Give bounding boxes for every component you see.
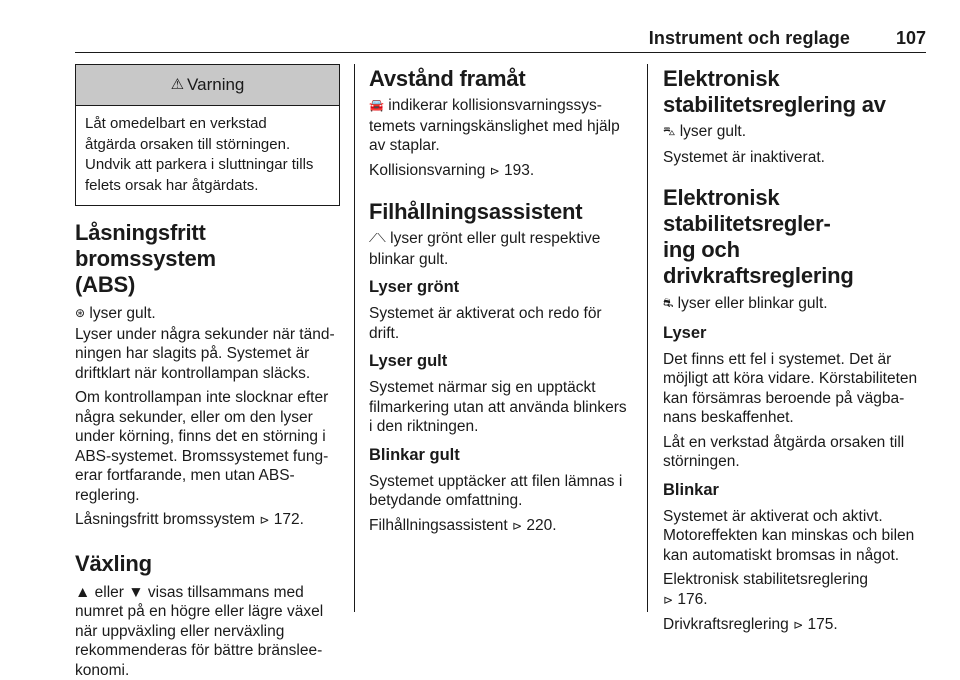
- text-line: numret på en högre eller lägre växel: [75, 603, 323, 620]
- reference-page: 220.: [526, 517, 556, 534]
- column-2: [369, 64, 634, 536]
- abs-reference[interactable]: [75, 510, 340, 531]
- esc-skid-icon: ⛐: [663, 294, 673, 314]
- text-line: drift.: [369, 325, 399, 342]
- esc-blink-heading: Blinkar: [663, 480, 928, 501]
- text-line: när uppväxling eller nerväxling: [75, 623, 284, 640]
- reference-text: Kollisionsvarning: [369, 162, 485, 179]
- text-line: möjligt att köra vidare. Körstabiliteten: [663, 370, 917, 387]
- text-line: Om kontrollampan inte slocknar efter: [75, 389, 328, 406]
- lane-blink-paragraph: [369, 472, 634, 511]
- text-line: filmarkering utan att använda blinkers: [369, 399, 627, 416]
- text-line: rekommenderas för bättre bränslee-: [75, 642, 322, 659]
- text-line: Systemet är aktiverat och redo för: [369, 305, 602, 322]
- lane-intro: [369, 229, 634, 269]
- lane-assist-icon: ⟋⟍: [369, 229, 386, 249]
- reference-text: Låsningsfritt bromssystem: [75, 511, 255, 528]
- esc-lit-paragraph-2: [663, 433, 928, 472]
- abs-status: [75, 304, 340, 325]
- abs-paragraph-1: [75, 325, 340, 384]
- text-line: Lyser under några sekunder när tänd-: [75, 326, 335, 343]
- text-line: blinkar gult.: [369, 251, 448, 268]
- reference-text: Drivkraftsreglering: [663, 616, 789, 633]
- abs-heading-line: (ABS): [75, 272, 135, 297]
- text-line: Systemet är aktiverat och aktivt.: [663, 508, 883, 525]
- reference-page: 176.: [677, 591, 707, 608]
- heading-line: ing och drivkraftsreglering: [663, 237, 854, 288]
- esc-blink-paragraph: [663, 507, 928, 566]
- esc-reference-2[interactable]: [663, 615, 928, 636]
- esc-status: [663, 294, 928, 315]
- text-line: ABS-systemet. Bromssystemet fung-: [75, 448, 328, 465]
- warning-header: [76, 65, 339, 106]
- page-header: [75, 0, 926, 53]
- abs-heading: [75, 220, 340, 298]
- reference-page: 172.: [274, 511, 304, 528]
- abs-warning-light-icon: ⊛: [75, 304, 85, 324]
- text-line: driftklart när kontrollampan släcks.: [75, 365, 310, 382]
- text-line: störningen.: [663, 453, 740, 470]
- distance-heading: Avstånd framåt: [369, 66, 634, 92]
- warning-line: Låt omedelbart en verkstad: [85, 114, 330, 135]
- text-line: ningen har slagits på. Systemet är: [75, 345, 309, 362]
- lane-green-paragraph: [369, 304, 634, 343]
- text-line: Det finns ett fel i systemet. Det är: [663, 351, 891, 368]
- text-line: reglering.: [75, 487, 140, 504]
- esc-off-status: [663, 122, 928, 143]
- reference-text: Elektronisk stabilitetsreglering: [663, 571, 868, 588]
- reference-page: 193.: [504, 162, 534, 179]
- text-line: ▲ eller ▼ visas tillsammans med: [75, 584, 304, 601]
- text-line: av staplar.: [369, 137, 440, 154]
- page-ref-arrow-icon: ⊳: [259, 513, 269, 527]
- lane-blink-heading: Blinkar gult: [369, 445, 634, 466]
- text-line: Motoreffekten kan minskas och bilen: [663, 527, 914, 544]
- text-line: Systemet närmar sig en upptäckt: [369, 379, 596, 396]
- warning-title: Varning: [187, 75, 244, 95]
- text-line: kan automatiskt bromsas in något.: [663, 547, 899, 564]
- lane-green-heading: Lyser grönt: [369, 277, 634, 298]
- text-line: Låt en verkstad åtgärda orsaken till: [663, 434, 904, 451]
- distance-reference[interactable]: [369, 161, 634, 182]
- abs-status-text: lyser gult.: [89, 305, 155, 322]
- esc-reference-1[interactable]: [663, 570, 928, 610]
- abs-heading-line: Låsningsfritt bromssystem: [75, 220, 216, 271]
- text-line: indikerar kollisionsvarningssys-: [388, 97, 602, 114]
- gear-heading: Växling: [75, 551, 340, 577]
- column-divider-2: [647, 64, 648, 612]
- column-3: [663, 64, 928, 636]
- page-ref-arrow-icon: ⊳: [663, 593, 673, 607]
- warning-body: [76, 106, 339, 205]
- reference-page: 175.: [807, 616, 837, 633]
- page-ref-arrow-icon: ⊳: [512, 519, 522, 533]
- warning-icon: ⚠: [171, 75, 184, 93]
- esc-lit-paragraph: [663, 350, 928, 428]
- lane-reference[interactable]: [369, 516, 634, 537]
- warning-line: Undvik att parkera i sluttningar tills: [85, 155, 330, 176]
- warning-line: åtgärda orsaken till störningen.: [85, 135, 330, 156]
- esc-off-heading: [663, 66, 928, 118]
- page-ref-arrow-icon: ⊳: [490, 164, 500, 178]
- page-number: 107: [896, 28, 926, 49]
- esc-off-line: Systemet är inaktiverat.: [663, 148, 928, 168]
- vehicle-distance-icon: 🚘: [369, 96, 384, 116]
- heading-line: stabilitetsreglering av: [663, 92, 886, 117]
- heading-line: Elektronisk stabilitetsregler-: [663, 185, 831, 236]
- heading-line: Elektronisk: [663, 66, 779, 91]
- status-text: lyser gult.: [680, 123, 746, 140]
- distance-paragraph: [369, 96, 634, 156]
- text-line: erar fortfarande, men utan ABS-: [75, 467, 295, 484]
- warning-box: [75, 64, 340, 206]
- esc-off-icon: ⛍: [663, 122, 675, 142]
- page-ref-arrow-icon: ⊳: [793, 618, 803, 632]
- warning-line: felets orsak har åtgärdats.: [85, 176, 330, 197]
- lane-yellow-heading: Lyser gult: [369, 351, 634, 372]
- column-divider-1: [354, 64, 355, 612]
- status-text: lyser eller blinkar gult.: [678, 295, 828, 312]
- esc-heading: [663, 185, 928, 289]
- text-line: nans beskaffenhet.: [663, 409, 794, 426]
- gear-paragraph: [75, 583, 340, 680]
- lane-heading: Filhållningsassistent: [369, 199, 634, 225]
- text-line: Systemet upptäcker att filen lämnas i: [369, 473, 622, 490]
- text-line: några sekunder, eller om den lyser: [75, 409, 313, 426]
- reference-text: Filhållningsassistent: [369, 517, 508, 534]
- text-line: lyser grönt eller gult respektive: [390, 230, 600, 247]
- lane-yellow-paragraph: [369, 378, 634, 437]
- text-line: i den riktningen.: [369, 418, 478, 435]
- text-line: temets varningskänslighet med hjälp: [369, 118, 620, 135]
- esc-lit-heading: Lyser: [663, 323, 928, 344]
- text-line: betydande omfattning.: [369, 492, 522, 509]
- chapter-title: Instrument och reglage: [649, 28, 850, 49]
- text-line: kan försämras beroende på vägba-: [663, 390, 904, 407]
- column-1: [75, 64, 340, 680]
- text-line: konomi.: [75, 662, 129, 679]
- text-line: under körning, finns det en störning i: [75, 428, 326, 445]
- abs-paragraph-2: [75, 388, 340, 505]
